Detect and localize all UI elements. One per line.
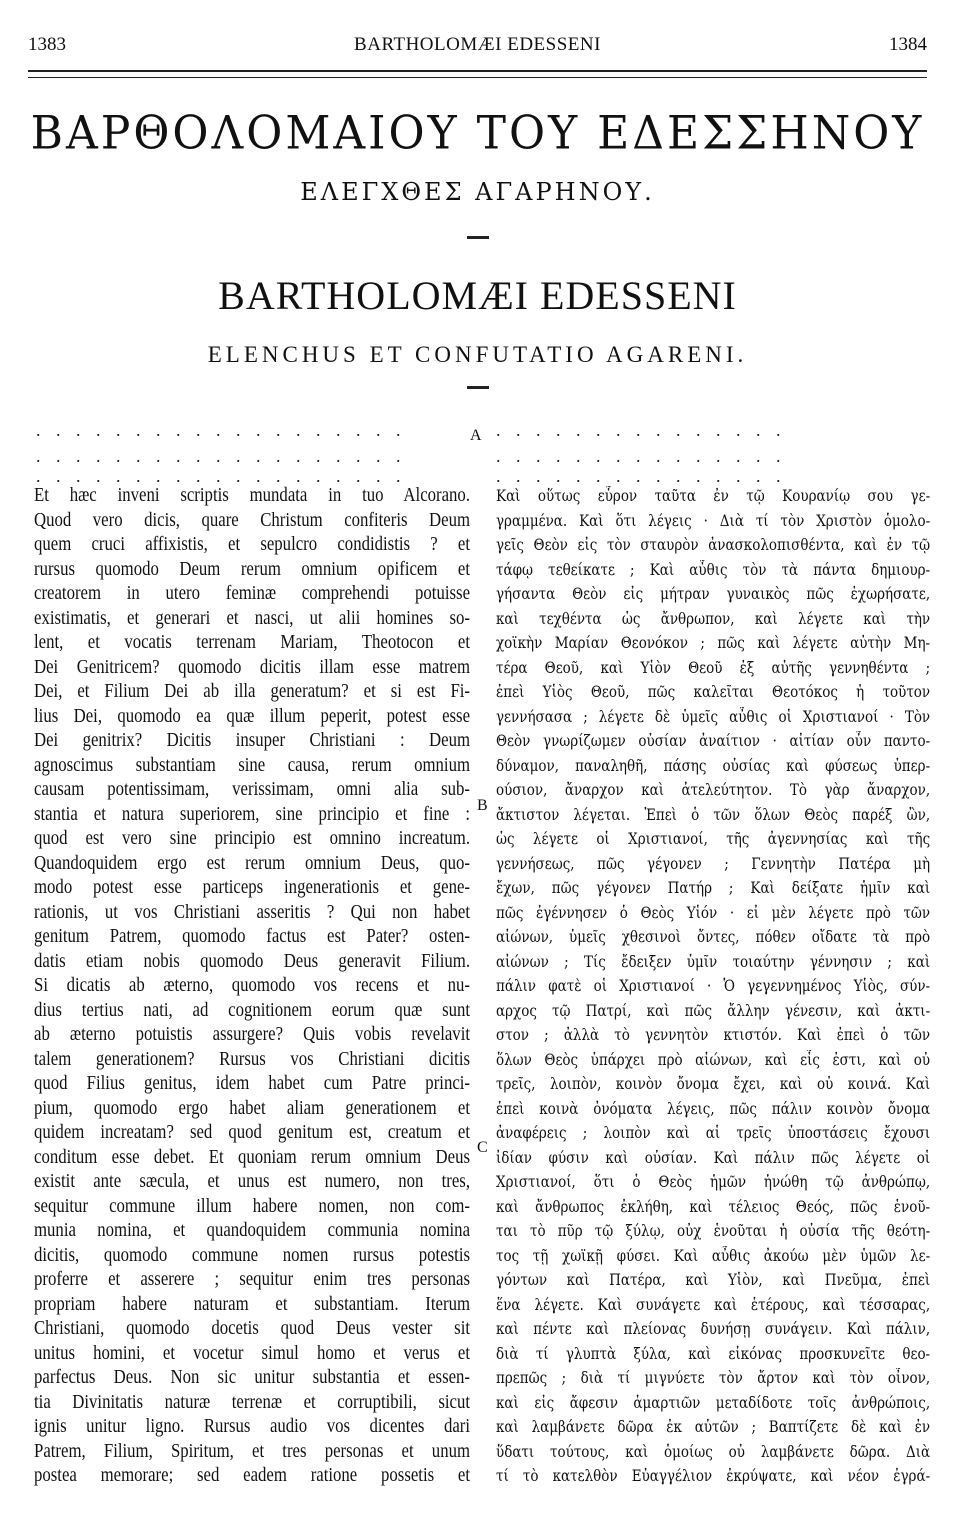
latin-text-line: existimatis, et generari et nasci, ut alii homines so- — [34, 607, 471, 629]
latin-text-line: unitus homini, et vocetur simul homo et verus et — [34, 1342, 471, 1364]
greek-text-line: Χριστιανοί, ὅτι ὁ Θεὸς ἡμῶν ἡνώθη τῷ ἀνθρώπῳ, — [496, 1173, 931, 1191]
greek-text-line: ἐπεὶ Υἱὸς Θεοῦ, πῶς καλεῖται Θεοτόκος ἡ τοῦτον — [496, 683, 931, 701]
greek-text-line: τος τῇ χωϊκῇ φύσει. Καὶ αὖθις ἀκούω μὲν ὑμῶν λε- — [496, 1246, 931, 1265]
page-number-left: 1383 — [28, 34, 66, 55]
latin-text-line: lent, et vocatis terrenam Mariam, Theotocon et — [34, 632, 471, 653]
latin-text-column — [34, 484, 471, 1489]
greek-text-line: πρεπῶς ; διὰ τί μιγνύετε τὸν ἄρτον καὶ τὸν οἶνον, — [496, 1369, 931, 1387]
latin-text-line: genitum Patrem, quomodo factus est Pater? osten- — [34, 926, 471, 947]
greek-text-line: καὶ τεχθέντα ὡς ἄνθρωπον, καὶ λέγετε καὶ τὴν — [496, 609, 931, 628]
running-header — [28, 34, 927, 64]
greek-text-line: τί τὸ κατελθὸν Εὐαγγέλιον ἐκρύψατε, καὶ νέον ἐγρά- — [496, 1467, 931, 1485]
latin-text-line: ignis unitur ligno. Rursus audio vos dicentes dari — [34, 1416, 471, 1437]
ellipsis-row-1-right: ............... — [496, 420, 796, 440]
latin-text-line: Dei, et Filium Dei ab illa generatum? et si est Fi- — [34, 681, 471, 702]
latin-text-line: Dei Genitricem? quomodo dicitis illam esse matrem — [34, 656, 471, 678]
greek-text-line: γεῖς Θεὸν εἰς τὸν σταυρὸν ἀνασκολοπισθέντα, καὶ ἐν τῷ — [496, 536, 931, 554]
greek-text-line: πῶς ἐγέννησεν ὁ Θεὸς Υἱόν · εἰ μὲν λέγετε πρὸ τῶν — [496, 903, 931, 922]
latin-subtitle: ELENCHUS ET CONFUTATIO AGARENI. — [207, 342, 748, 367]
column-marker-a: A — [470, 427, 482, 444]
latin-text-line: pium, quomodo ergo habet aliam generationem et — [34, 1097, 471, 1119]
latin-text-line: causam potentissimam, verissimam, omni alia sub- — [34, 779, 471, 800]
greek-text-column — [496, 484, 930, 1489]
greek-text-line: τάφῳ τεθείκατε ; Καὶ αὖθις τὸν τὰ πάντα δημιουρ- — [496, 560, 931, 579]
latin-text-line: dius tertius nati, ad cognitionem eorum quæ sunt — [34, 999, 471, 1021]
latin-text-line: datis etiam nobis quomodo Deus generavit Filium. — [34, 950, 471, 972]
greek-text-line: πάλιν φατὲ οἱ Χριστιανοί · Ὁ γεγεννημένος Υἱὸς, σύν- — [496, 977, 931, 995]
greek-text-line: ἕνα λέγετε. Καὶ συνάγετε καὶ ἑτέρους, καὶ τέσσαρας, — [496, 1295, 931, 1314]
greek-text-line: ὡς λέγετε οἱ Χριστιανοί, τῆς ἀγεννησίας καὶ τῆς — [496, 830, 931, 848]
greek-text-line: αἰώνων ; Τίς ἔδειξεν ὑμῖν τοιαύτην γέννησιν ; καὶ — [496, 952, 931, 971]
greek-text-line: ἐπεὶ κοινὰ ὀνόματα λέγεις, πῶς πάλιν κοινὸν ὄνομα — [496, 1099, 931, 1118]
latin-text-line: tia Divinitatis naturæ terrenæ et corruptibili, sicut — [34, 1391, 471, 1413]
greek-text-line: ὅλων Θεὸς ὑπάρχει πρὸ αἰώνων, καὶ εἷς ἐστι, καὶ οὐ — [496, 1050, 931, 1069]
greek-text-line: γραμμένα. Καὶ ὅτι λέγεις · Διὰ τί τὸν Χριστὸν ὁμολο- — [496, 511, 931, 530]
latin-text-line: quidem increatam? sed quod genitum est, creatum et — [34, 1122, 471, 1143]
running-head-title: BARTHOLOMÆI EDESSENI — [354, 34, 601, 55]
ellipsis-row-1-left: ................... — [36, 420, 416, 440]
greek-text-line: καὶ ἄνθρωπος ἐκλήθη, καὶ τέλειος Θεός, πῶς ἑνοῦ- — [496, 1197, 931, 1216]
latin-text-line: Si dicatis ab æterno, quomodo vos recens et nu- — [34, 975, 471, 996]
latin-text-line: agnoscimus substantiam sine causa, rerum omnium — [34, 754, 471, 776]
greek-text-line: ἰδίαν φύσιν καὶ οὐσίαν. Καὶ πάλιν πῶς λέγετε οἱ — [496, 1148, 931, 1167]
title-dash-1 — [467, 236, 489, 239]
latin-text-line: quod est vero sine principio est omnino increatum. — [34, 828, 471, 849]
page-number-right: 1384 — [889, 34, 927, 55]
latin-text-line: Patrem, Filium, Spiritum, et tres personas et unum — [34, 1440, 471, 1462]
greek-text-line: ἄκτιστον λέγεται. Ἐπεὶ ὁ τῶν ὅλων Θεὸς παρέξ ὢν, — [496, 805, 931, 824]
greek-text-line: καὶ λαμβάνετε δῶρα ἐκ αὐτῶν ; Βαπτίζετε δὲ καὶ ἐν — [496, 1418, 931, 1436]
ellipsis-row-2-left: ................... — [36, 446, 416, 466]
latin-text-line: ab æterno potuistis assurgere? Quis vobis revelavit — [34, 1024, 471, 1045]
latin-text-line: Quod vero dicis, quare Christum confiteris Deum — [34, 509, 471, 531]
title-dash-2 — [467, 386, 489, 389]
latin-text-line: creatorem in utero feminæ comprehendi potuisse — [34, 583, 471, 604]
greek-title: ΒΑΡΘΟΛΟΜΑΙΟΥ ΤΟΥ ΕΔΕΣΣΗΝΟΥ — [30, 106, 925, 161]
ellipsis-row-3-left: ................... — [36, 466, 416, 486]
greek-text-line: ὕδατι τούτους, καὶ ὁμοίως οὐ λαμβάνετε δῶρα. Διὰ — [496, 1442, 931, 1461]
latin-title: BARTHOLOMÆI EDESSENI — [218, 273, 737, 318]
greek-text-line: ἔχων, πῶς γέγονεν Πατήρ ; Καὶ δείξατε ἡμῖν καὶ — [496, 879, 931, 897]
greek-text-line: γεννήσεως, πῶς γέγονεν ; Γεννητὴν Πατέρα μὴ — [496, 854, 931, 873]
greek-text-line: ἀναφέρεις ; λοιπὸν καὶ αἱ τρεῖς ὑποστάσεις ἔχουσι — [496, 1124, 931, 1142]
greek-text-line: γεννήσασα ; λέγετε δὲ ὑμεῖς αὖθις οἱ Χριστιανοί · Τὸν — [496, 707, 931, 726]
latin-text-line: lius Dei, quomodo ea quæ illum peperit, potest esse — [34, 705, 471, 727]
greek-text-line: ούσιον, ἄναρχον καὶ ἀτελεύτητον. Τὸ γὰρ ἄναρχον, — [496, 781, 931, 799]
ellipsis-row-2-right: ............... — [496, 446, 796, 466]
latin-text-line: munia nomina, et quandoquidem communia nomina — [34, 1220, 471, 1241]
greek-text-line: Θεὸν γνωρίζωμεν οὐσίαν ἀναίτιον · αἰτίαν οὖν παντο- — [496, 732, 931, 750]
latin-text-line: dicitis, quomodo commune nomen rursus potestis — [34, 1244, 471, 1266]
latin-text-line: Quandoquidem ergo est rerum omnium Deus, quo- — [34, 852, 471, 874]
greek-text-line: δύναμον, παναληθῆ, πάσης οὐσίας καὶ φύσεως ὑπερ- — [496, 756, 931, 775]
greek-text-line: τέρα Θεοῦ, καὶ Υἱὸν Θεοῦ ἐξ αὐτῆς γεννηθέντα ; — [496, 658, 931, 677]
latin-text-line: stantia et natura superiorem, sine principio et fine : — [34, 803, 471, 825]
latin-text-line: talem generationem? Rursus vos Christiani dicitis — [34, 1048, 471, 1070]
latin-text-line: conditum esse debet. Et quoniam rerum omnium Deus — [34, 1146, 471, 1168]
greek-text-line: διὰ τί γλυπτὰ ξύλα, καὶ εἰκόνας προσκυνεῖτε θεο- — [496, 1344, 931, 1363]
ellipsis-row-3-right: ............... — [496, 466, 796, 486]
greek-text-line: γόντων καὶ Πατέρα, καὶ Υἱὸν, καὶ Πνεῦμα, ἐπεὶ — [496, 1271, 931, 1289]
header-rule-bottom — [28, 77, 927, 78]
column-marker-b: B — [477, 797, 488, 814]
latin-text-line: rursus quomodo Deum rerum omnium opificem et — [34, 558, 471, 580]
greek-text-line: αἰώνων, ὑμεῖς χθεσινοὶ ὄντες, πόθεν οἴδατε τὰ πρὸ — [496, 928, 931, 946]
latin-text-line: quod Filius genitus, idem habet cum Patre princi- — [34, 1073, 471, 1094]
greek-text-line: τρεῖς, λοιπὸν, κοινὸν ὄνομα ἔχει, καὶ οὐ κοινά. Καὶ — [496, 1075, 931, 1093]
latin-text-line: rationis, ut vos Christiani asseritis ? Qui non habet — [34, 901, 471, 923]
latin-text-line: quem cruci affixistis, et sepulcro condidistis ? et — [34, 534, 471, 555]
greek-text-line: Καὶ οὕτως εὗρον ταῦτα ἐν τῷ Κουρανίῳ σου γε- — [496, 487, 931, 505]
greek-text-line: καὶ εἰς ἄφεσιν ἁμαρτιῶν μεταδίδοτε τοῖς ἀνθρώποις, — [496, 1393, 931, 1412]
latin-text-line: proferre et asserere ; sequitur enim tres personas — [34, 1269, 471, 1290]
greek-text-line: καὶ πέντε καὶ πλείονας δυνήσῃ συνάγειν. Καὶ πάλιν, — [496, 1320, 931, 1338]
latin-text-line: propriam habere naturam et substantiam. Iterum — [34, 1293, 471, 1315]
latin-text-line: Et hæc inveni scriptis mundata in tuo Alcorano. — [34, 485, 471, 506]
header-rule-top — [28, 70, 927, 72]
column-marker-c: C — [477, 1139, 488, 1156]
greek-text-line: ται τὸ πῦρ τῷ ξύλῳ, οὐχ ἑνοῦται ἡ οὐσία τῆς θεότη- — [496, 1222, 931, 1240]
latin-text-line: Dei genitrix? Dicitis insuper Christiani : Deum — [34, 730, 471, 751]
greek-text-line: αρχος τῷ Πατρί, καὶ πῶς ἄλλην γένεσιν, καὶ ἀκτι- — [496, 1001, 931, 1020]
greek-text-line: στον ; ἀλλὰ τὸ γεννητὸν κτιστόν. Καὶ ἐπεὶ ὁ τῶν — [496, 1026, 931, 1044]
latin-text-line: modo potest esse particeps ingenerationis et gene- — [34, 877, 471, 898]
latin-text-line: parfectus Deus. Non sic unitur substantia et essen- — [34, 1367, 471, 1388]
latin-text-line: Christiani, quomodo docetis quod Deus vester sit — [34, 1318, 471, 1339]
latin-text-line: existit ante sæcula, et unus est numero, non tres, — [34, 1171, 471, 1192]
greek-subtitle: ΕΛΕΓΧΘΕΣ ΑΓΑΡΗΝΟΥ. — [300, 178, 655, 206]
latin-text-line: sequitur commune illum habere nomen, non com- — [34, 1195, 471, 1217]
greek-text-line: γήσαντα Θεὸν εἰς μήτραν γυναικὸς πῶς ἐχωρήσατε, — [496, 585, 931, 603]
latin-text-line: postea memorare; sed eadem ratione possetis et — [34, 1465, 471, 1486]
greek-text-line: χοϊκὴν Μαρίαν Θεονόκον ; πῶς καὶ λέγετε αὐτὴν Μη- — [496, 634, 931, 652]
